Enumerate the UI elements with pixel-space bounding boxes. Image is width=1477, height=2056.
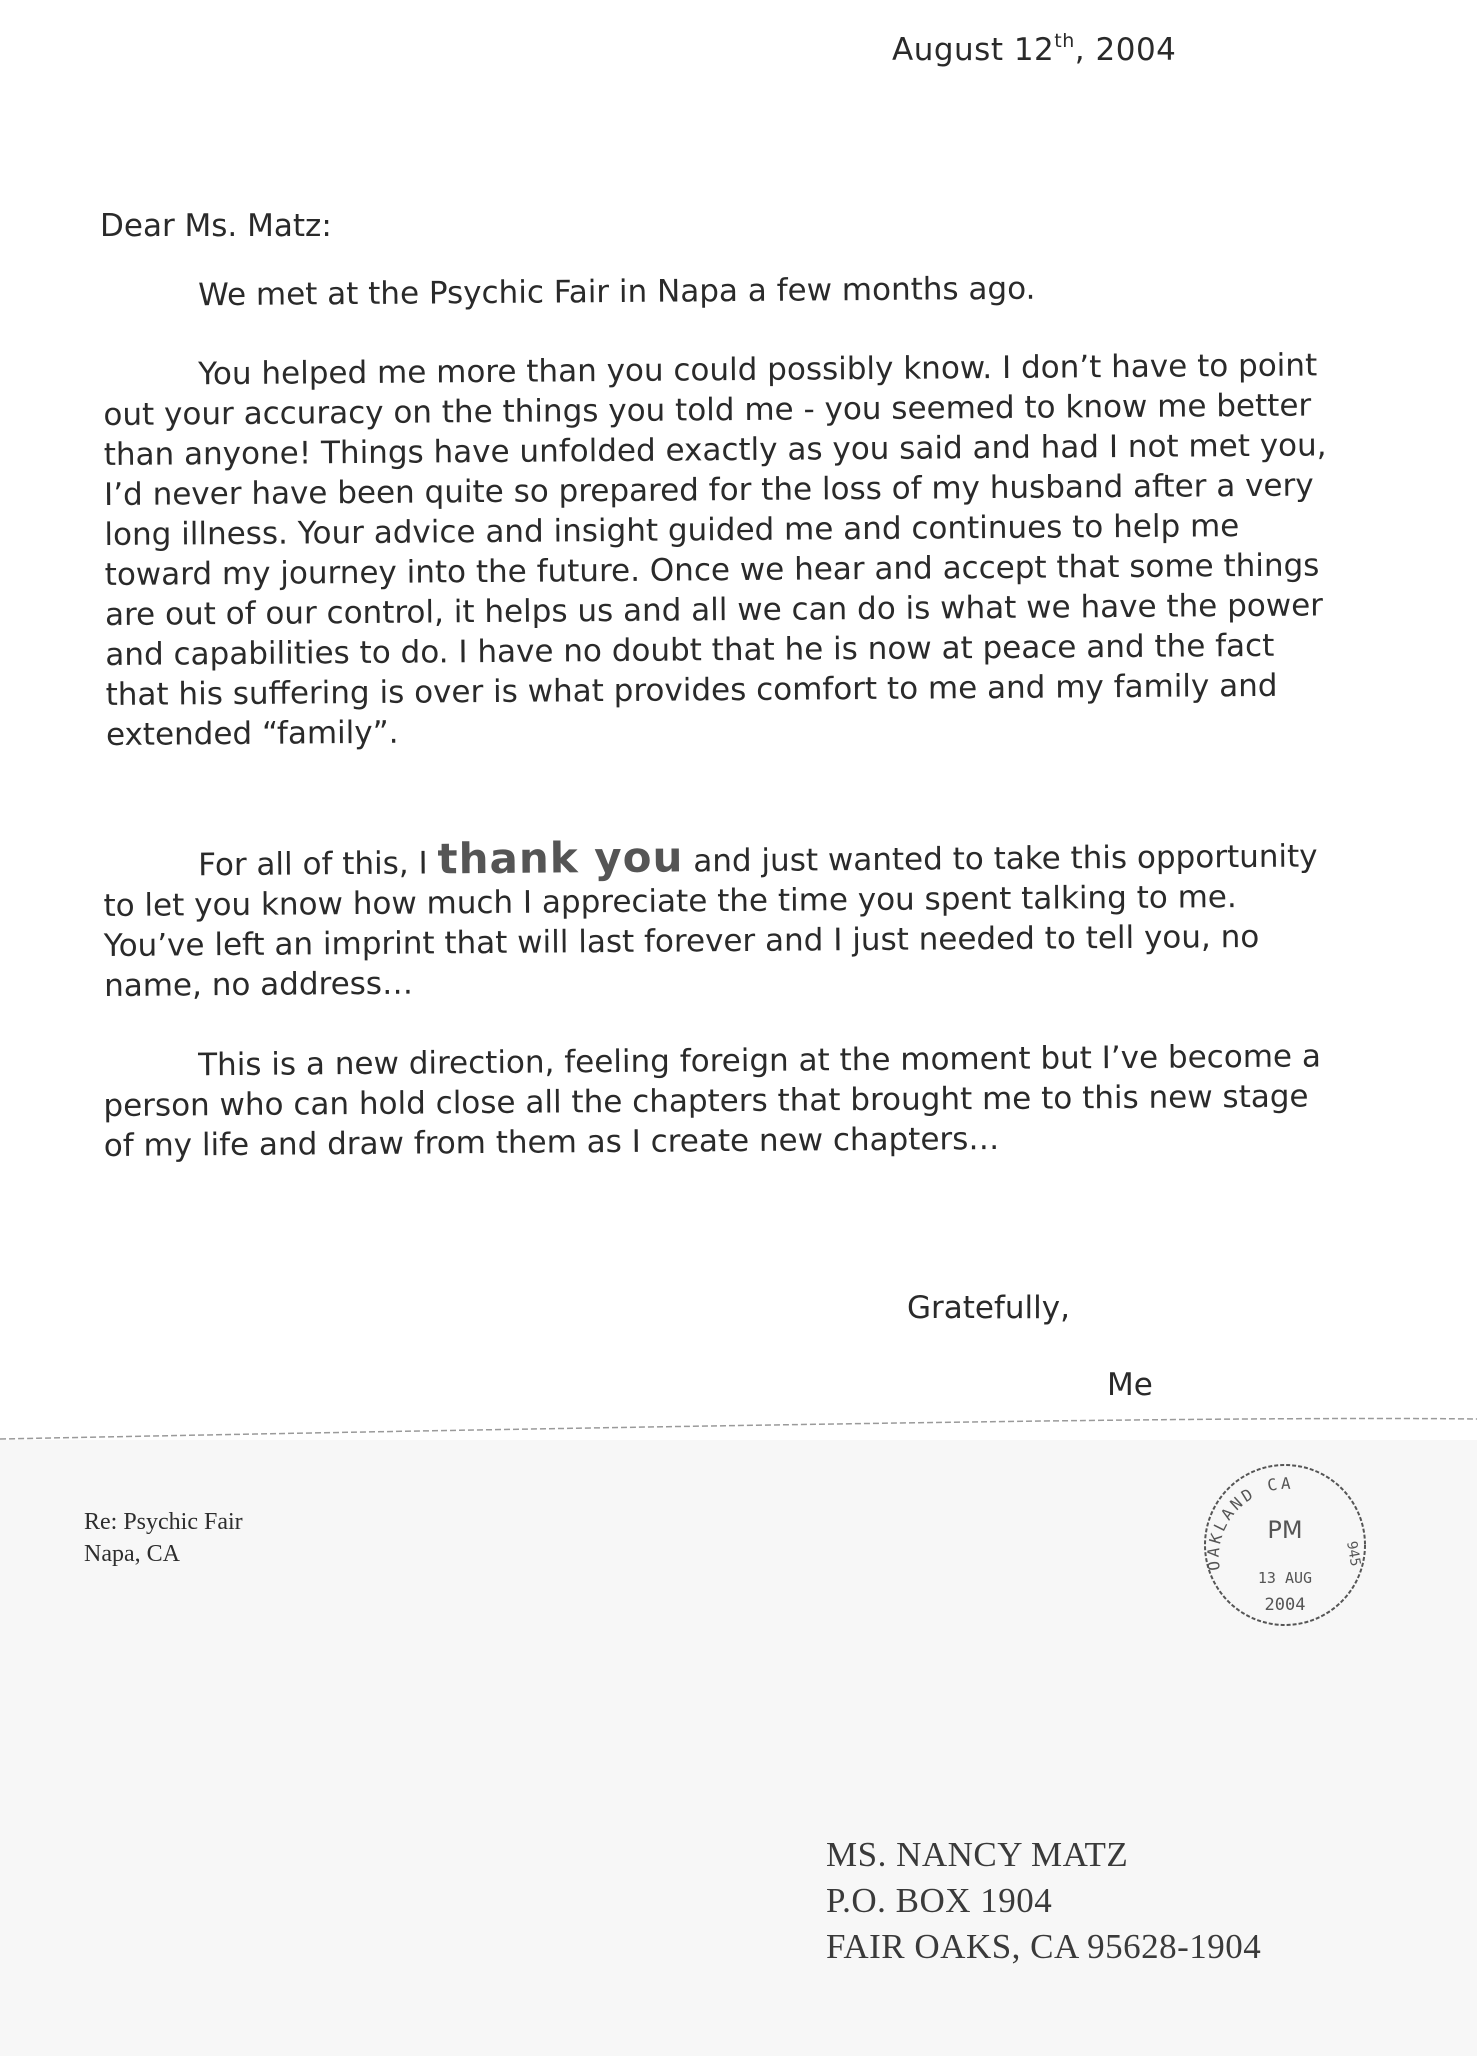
- signature: Me: [1107, 1367, 1153, 1403]
- re-line: Re: Psychic Fair: [84, 1509, 243, 1535]
- paragraph-3-end: and just wanted to take this opportunity to let you know how much I appreciate the time you spent talking to me. You’ve left an imprint that will last forever and I just needed to tell you, no name, no address…: [103, 838, 1318, 1004]
- postmark-year: 2004: [1264, 1595, 1306, 1615]
- letter-date: [892, 32, 1176, 68]
- address-po-box: P.O. BOX 1904: [826, 1881, 1053, 1920]
- re-block: [84, 1506, 243, 1570]
- postmark-stamp: [1190, 1450, 1380, 1640]
- paragraph-3-start: For all of this, I: [198, 845, 438, 884]
- paragraph-3: [103, 832, 1344, 1006]
- paragraph-4: This is a new direction, feeling foreign at the moment but I’ve become a person who can hold close all the chapters that brought me to this new stage of my life and draw from them as I create new chapters…: [103, 1038, 1322, 1164]
- date-day: August 12: [892, 32, 1055, 68]
- postmark-date: 13 AUG: [1257, 1569, 1313, 1587]
- address-recipient: MS. NANCY MATZ: [826, 1835, 1129, 1874]
- closing: Gratefully,: [907, 1290, 1070, 1326]
- paragraph-2: You helped me more than you could possibly know. I don’t have to point out your accuracy on the things you told me - you seemed to know me better than anyone! Things have unfolded exactly as you said and had I not met you, I’d never have been quite so prepared for the loss of my husband after a very long illness. Your advice and insight guided me and continues to help me toward my journey into the future. Once we hear and accept that some things are out of our control, it helps us and all we can do is what we have the power and capabilities to do. I have no doubt that he is now at peace and the fact that his suffering is over is what provides comfort to me and my family and extended “family”.: [103, 347, 1327, 753]
- thank-you-emphasis: thank you: [437, 832, 684, 884]
- paragraph-1: We met at the Psychic Fair in Napa a few months ago.: [198, 270, 1036, 314]
- date-ordinal: th: [1054, 30, 1075, 52]
- address-city-zip: FAIR OAKS, CA 95628-1904: [826, 1927, 1262, 1966]
- mailing-address: [826, 1832, 1261, 1970]
- salutation: Dear Ms. Matz:: [100, 208, 332, 244]
- postmark-zip: 945: [1343, 1539, 1364, 1568]
- postmark-time: PM: [1267, 1516, 1303, 1544]
- date-year: , 2004: [1074, 32, 1177, 68]
- re-location: Napa, CA: [84, 1541, 180, 1567]
- postmark-city: OAKLAND CA: [1203, 1473, 1294, 1572]
